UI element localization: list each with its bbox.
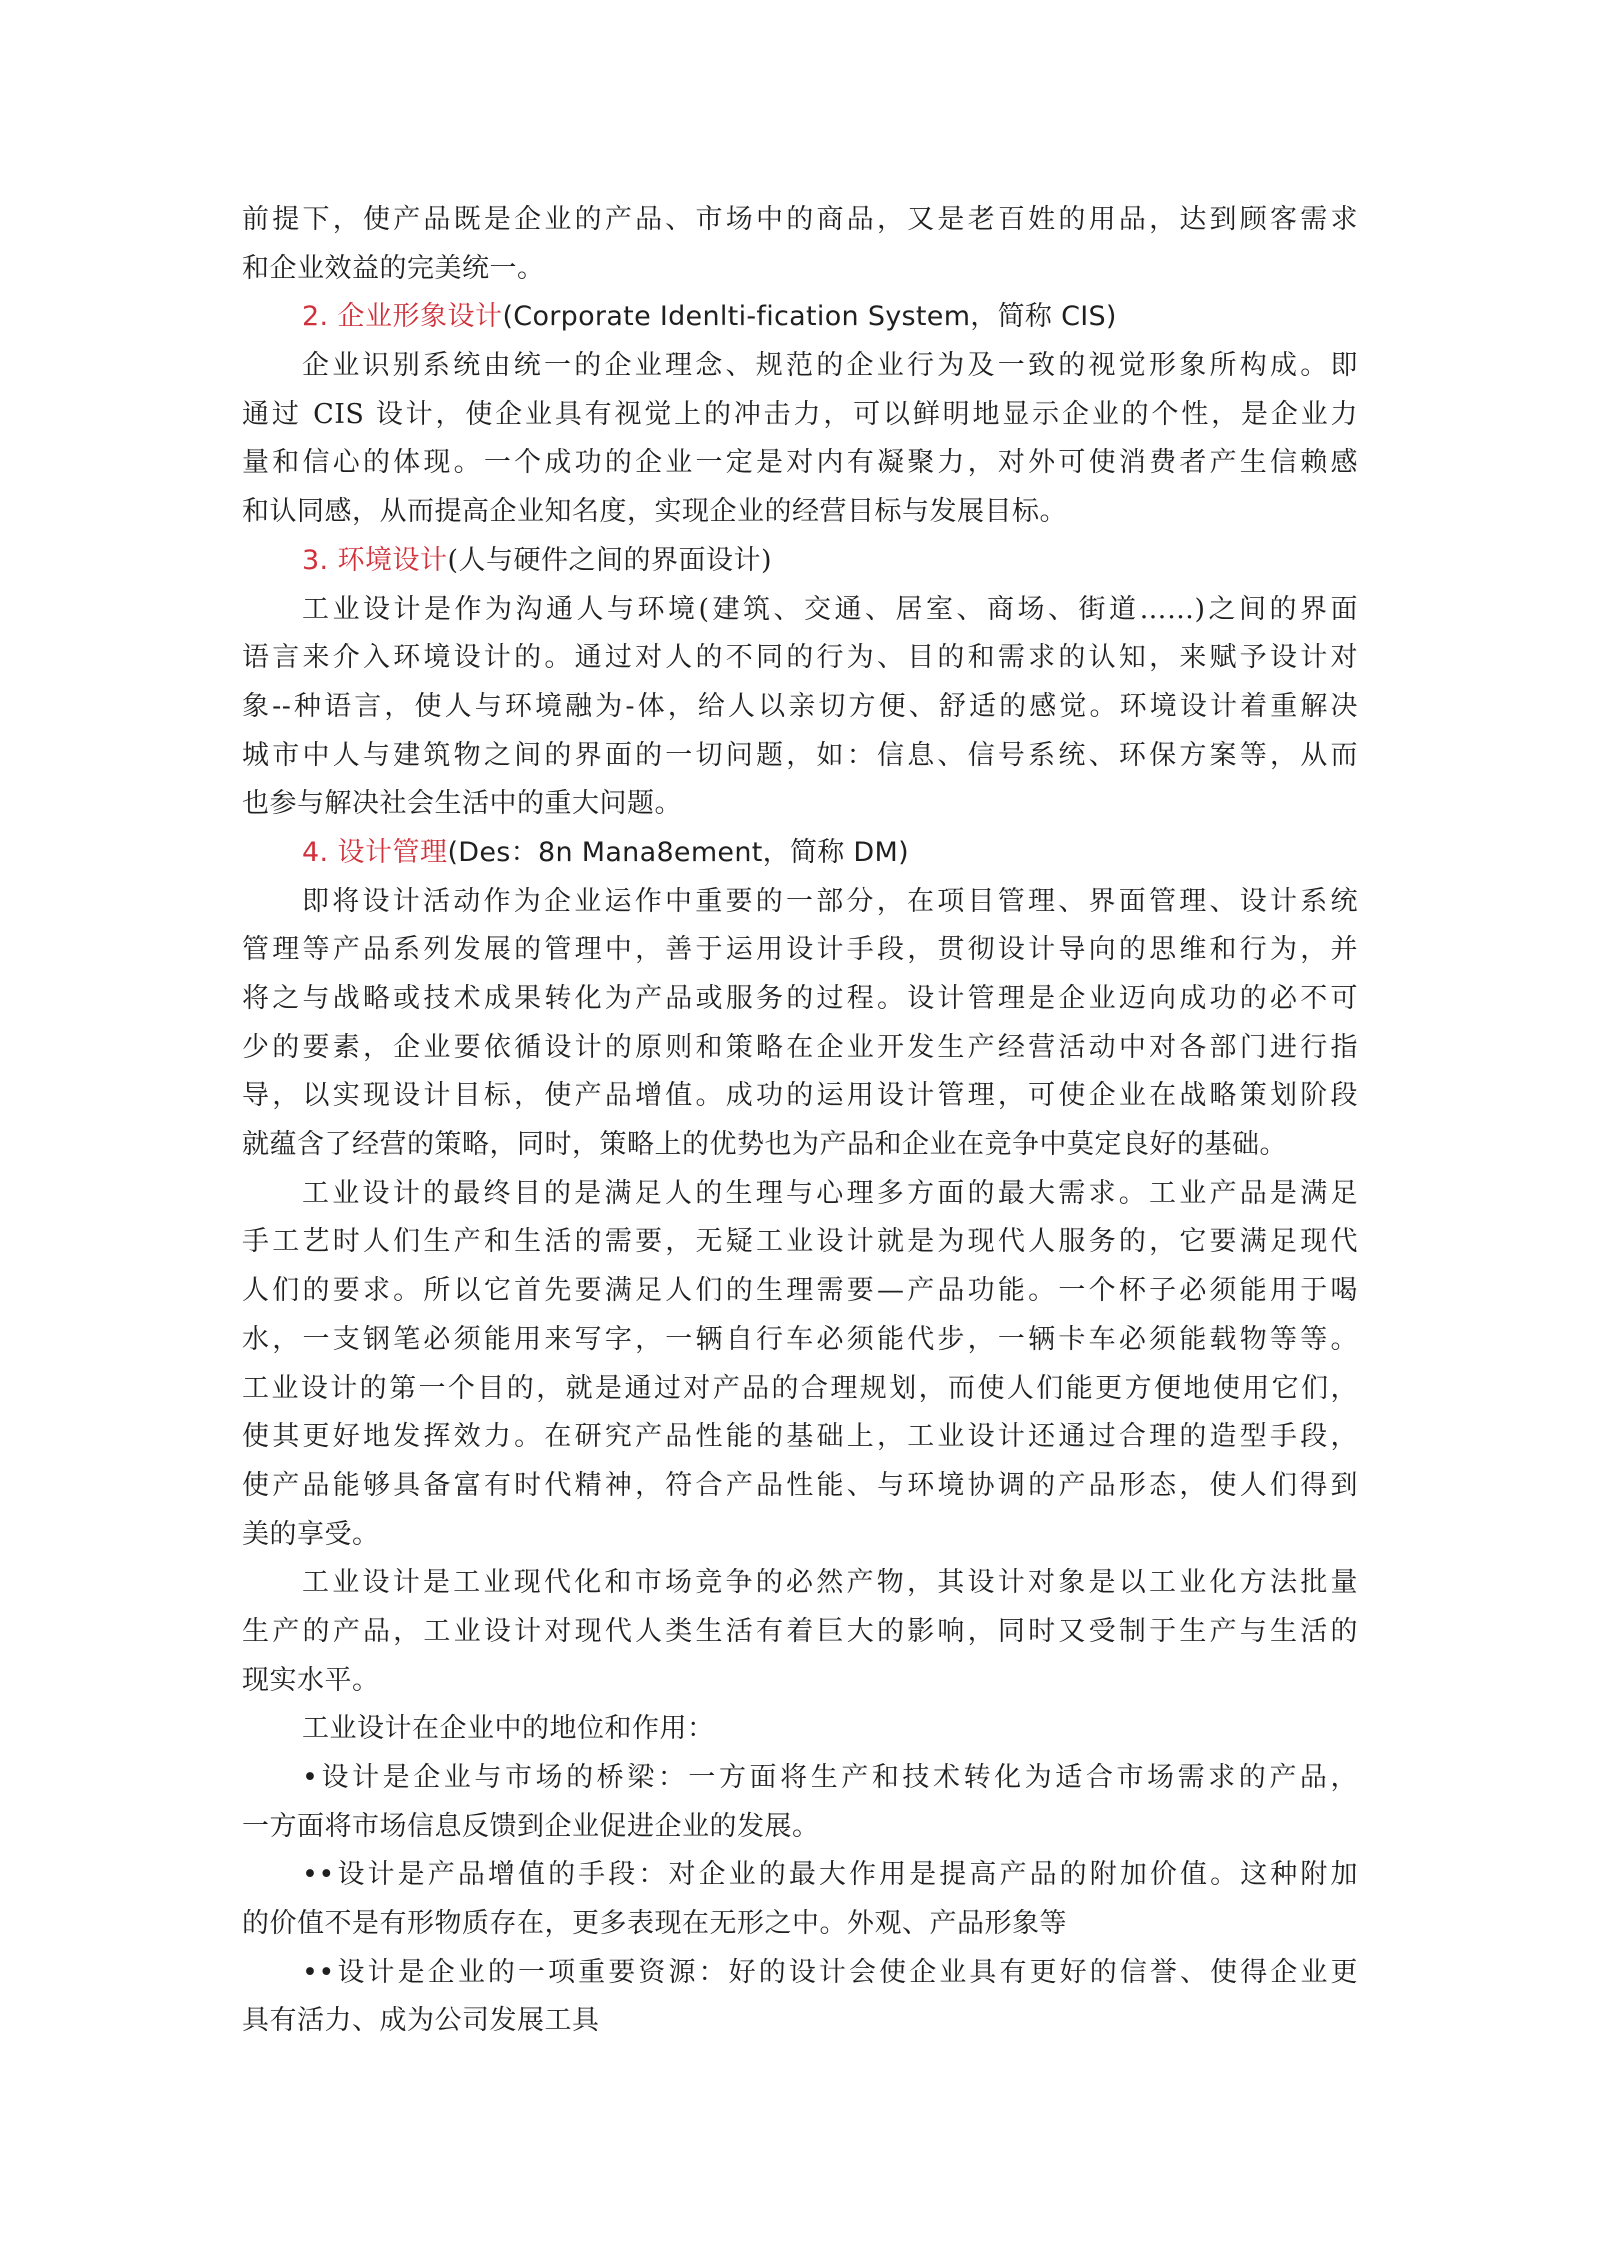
body-line: 语言来介入环境设计的。通过对人的不同的行为、目的和需求的认知，来赋予设计对	[242, 642, 1358, 674]
body-line: 少的要素，企业要依循设计的原则和策略在企业开发生产经营活动中对各部门进行指	[242, 1031, 1358, 1063]
body-line: 水，一支钢笔必须能用来写字，一辆自行车必须能代步，一辆卡车必须能载物等等。	[242, 1323, 1358, 1355]
body-line: 城市中人与建筑物之间的界面的一切问题，如：信息、信号系统、环保方案等，从而	[242, 739, 1358, 771]
body-line: 的价值不是有形物质存在，更多表现在无形之中。外观、产品形象等	[242, 1908, 1067, 1940]
body-line: 量和信心的体现。一个成功的企业一定是对内有凝聚力，对外可使消费者产生信赖感	[242, 447, 1358, 479]
body-line: 工业设计在企业中的地位和作用：	[302, 1713, 715, 1745]
body-line: 美的享受。	[242, 1518, 380, 1550]
body-line: 象--种语言，使人与环境融为-体，给人以亲切方便、舒适的感觉。环境设计着重解决	[242, 690, 1358, 722]
body-line: 工业设计的第一个目的，就是通过对产品的合理规划，而使人们能更方便地使用它们，	[242, 1372, 1358, 1404]
heading-number: 3.	[302, 544, 329, 576]
heading-subtitle: (Des：8n Mana8ement，简称 DM)	[447, 836, 909, 868]
heading-number: 2.	[302, 301, 329, 333]
body-line: 管理等产品系列发展的管理中，善于运用设计手段，贯彻设计导向的思维和行为，并	[242, 934, 1358, 966]
section-heading-cis	[242, 293, 1358, 342]
bullet-item: •设计是企业与市场的桥梁：一方面将生产和技术转化为适合市场需求的产品，	[302, 1762, 1358, 1793]
section-heading-environment	[242, 537, 1358, 586]
bullet-item: ••设计是企业的一项重要资源：好的设计会使企业具有更好的信誉、使得企业更	[302, 1956, 1358, 1988]
body-line: 具有活力、成为公司发展工具	[242, 2005, 600, 2037]
body-line: 和认同感，从而提高企业知名度，实现企业的经营目标与发展目标。	[242, 496, 1067, 528]
bullet-item: ••设计是产品增值的手段：对企业的最大作用是提高产品的附加价值。这种附加	[302, 1859, 1358, 1891]
body-line: 企业识别系统由统一的企业理念、规范的企业行为及一致的视觉形象所构成。即	[302, 350, 1358, 382]
body-line: 工业设计是工业现代化和市场竞争的必然产物，其设计对象是以工业化方法批量	[302, 1567, 1358, 1599]
body-line: 也参与解决社会生活中的重大问题。	[242, 788, 682, 820]
body-line: 就蕴含了经营的策略，同时，策略上的优势也为产品和企业在竞争中莫定良好的基础。	[242, 1129, 1287, 1161]
heading-subtitle: (人与硬件之间的界面设计)	[447, 544, 773, 576]
body-line: 使其更好地发挥效力。在研究产品性能的基础上，工业设计还通过合理的造型手段，	[242, 1421, 1358, 1453]
heading-subtitle: (Corporate Idenlti-fication System，简称 CIS)	[502, 301, 1117, 333]
body-line: 人们的要求。所以它首先要满足人们的生理需要—产品功能。一个杯子必须能用于喝	[242, 1275, 1358, 1307]
body-line: 工业设计是作为沟通人与环境(建筑、交通、居室、商场、街道……)之间的界面	[302, 593, 1358, 625]
body-line: 和企业效益的完美统一。	[242, 252, 545, 284]
body-line: 使产品能够具备富有时代精神，符合产品性能、与环境协调的产品形态，使人们得到	[242, 1469, 1358, 1501]
section-heading-design-management	[242, 829, 1358, 878]
heading-title: 环境设计	[337, 544, 448, 576]
body-line: 将之与战略或技术成果转化为产品或服务的过程。设计管理是企业迈向成功的必不可	[242, 983, 1358, 1014]
body-line: 即将设计活动作为企业运作中重要的一部分，在项目管理、界面管理、设计系统	[302, 885, 1358, 917]
body-line: 现实水平。	[242, 1664, 380, 1696]
document-page	[242, 196, 1358, 2046]
body-line: 生产的产品，工业设计对现代人类生活有着巨大的影响，同时又受制于生产与生活的	[242, 1615, 1358, 1647]
heading-title: 企业形象设计	[337, 301, 503, 333]
body-line: 手工艺时人们生产和生活的需要，无疑工业设计就是为现代人服务的，它要满足现代	[242, 1226, 1358, 1258]
body-line: 一方面将市场信息反馈到企业促进企业的发展。	[242, 1810, 820, 1842]
body-line: 前提下，使产品既是企业的产品、市场中的商品，又是老百姓的用品，达到顾客需求	[242, 204, 1358, 235]
body-line: 导，以实现设计目标，使产品增值。成功的运用设计管理，可使企业在战略策划阶段	[242, 1080, 1358, 1112]
body-line: 工业设计的最终目的是满足人的生理与心理多方面的最大需求。工业产品是满足	[302, 1177, 1358, 1209]
heading-title: 设计管理	[337, 836, 448, 868]
body-line: 通过 CIS 设计，使企业具有视觉上的冲击力，可以鲜明地显示企业的个性，是企业力	[242, 398, 1358, 430]
heading-number: 4.	[302, 836, 329, 868]
